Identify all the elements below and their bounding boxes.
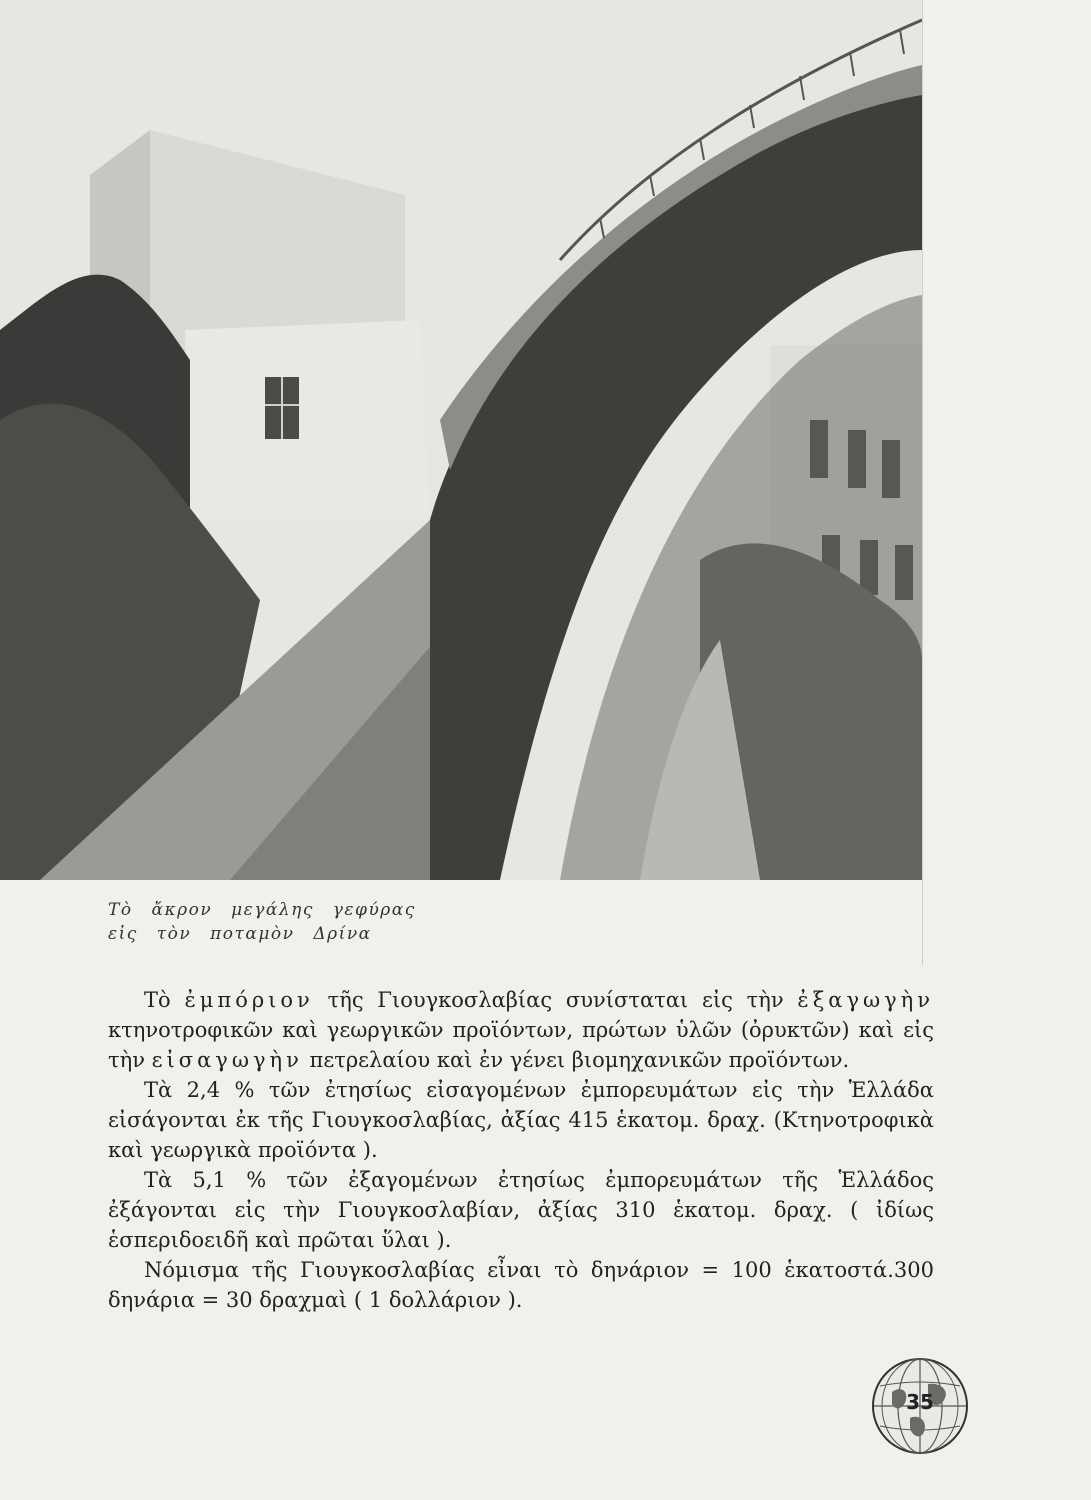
emphasis-exagogi: ἐξαγωγὴν [797,988,935,1012]
caption-line-2: εἰς τὸν ποταμὸν Δρίνα [108,924,372,944]
page-number: 35 [906,1390,934,1414]
bridge-photo-drawing [0,0,922,880]
caption-line-1: Τὸ ἄκρον μεγάλης γεφύρας [108,900,416,920]
emphasis-eisagogi: εἰσαγωγὴν [151,1048,303,1072]
bridge-photo [0,0,922,880]
emphasis-emporion: ἐμπόριον [184,988,314,1012]
p1-text-d: πετρελαίου καὶ ἐν γένει βιομηχανικῶν προϊόντων. [302,1048,850,1072]
photo-caption [108,898,528,946]
page-number-globe [870,1356,970,1456]
p1-text-b: τῆς Γιουγκοσλαβίας συνίσταται εἰς τὴν [313,988,798,1012]
paragraph-currency: Νόμισμα τῆς Γιουγκοσλαβίας εἶναι τὸ δηνάριον = 100 ἑκατοστά.300 δηνάρια = 30 δραχμαὶ ( 1 δολλάριον ). [108,1258,934,1312]
paragraph-imports: Τὰ 2,4 % τῶν ἐτησίως εἰσαγομένων ἐμπορευμάτων εἰς τὴν Ἑλλάδα εἰσάγονται ἐκ τῆς Γιουγκοσλαβίας, ἀξίας 415 ἑκατομ. δραχ. (Κτηνοτροφικὰ καὶ γεωργικὰ προϊόντα ). [108,1078,934,1162]
body-text [108,985,934,1315]
photo-frame-line [922,0,923,965]
p1-text-a: Τὸ [144,988,185,1012]
paragraph-trade [108,985,934,1075]
p1-text-c: κτηνοτροφικῶν καὶ γεωργικῶν προϊόντων, πρώτων ὑλῶν (ὀρυκτῶν) καὶ εἰς τὴν [108,1018,934,1072]
paragraph-exports: Τὰ 5,1 % τῶν ἐξαγομένων ἐτησίως ἐμπορευμάτων τῆς Ἑλλάδος ἐξάγονται εἰς τὴν Γιουγκοσλαβίαν, ἀξίας 310 ἑκατομ. δραχ. ( ἰδίως ἑσπεριδοειδῆ καὶ πρῶται ὕλαι ). [108,1168,934,1252]
